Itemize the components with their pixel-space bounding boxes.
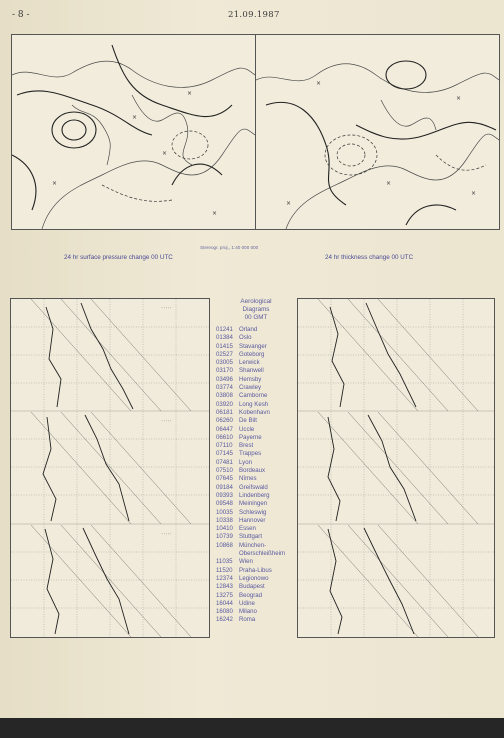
station-name: Wien (239, 558, 253, 566)
station-code: 16080 (216, 608, 233, 616)
surface-pressure-caption: 24 hr surface pressure change 00 UTC (64, 254, 173, 261)
station-name: Lerwick (239, 359, 260, 367)
projection-note: Stereogr. proj., 1:40 000 000 (200, 245, 259, 250)
station-name: Payerne (239, 433, 262, 441)
station-entry (216, 376, 296, 384)
station-entry (216, 450, 296, 458)
station-name: Oslo (239, 334, 252, 342)
station-name: Stuttgart (239, 533, 263, 541)
aerological-title: Aerological (240, 298, 272, 305)
station-entry (216, 343, 296, 351)
station-name: Brest (239, 442, 254, 450)
station-entry (216, 384, 296, 392)
svg-text:×: × (132, 114, 138, 121)
station-code: 03808 (216, 392, 233, 400)
svg-text:×: × (52, 180, 58, 187)
station-name: Meiningen (239, 500, 268, 508)
station-code: 09548 (216, 500, 233, 508)
station-code: 11520 (216, 566, 233, 574)
svg-text:×: × (187, 90, 193, 97)
station-code: 01384 (216, 334, 233, 342)
station-entry (216, 492, 296, 500)
station-entry (216, 459, 296, 467)
station-entry (216, 608, 296, 616)
aerological-time: 00 GMT (244, 314, 268, 321)
station-name: Lyon (239, 458, 252, 466)
station-entry (216, 616, 296, 624)
station-code: 09184 (216, 483, 233, 491)
station-code: 01415 (216, 342, 233, 350)
station-code: 03170 (216, 367, 233, 375)
svg-text:×: × (456, 95, 462, 102)
station-code: 07145 (216, 450, 233, 458)
station-name: De Bilt (239, 417, 257, 425)
aerological-station-list (216, 298, 296, 625)
station-entry (216, 417, 296, 425)
svg-text:·····: ····· (161, 532, 172, 536)
thickness-change-map (255, 34, 500, 230)
page-date: 21.09.1987 (228, 10, 280, 20)
station-entry (216, 583, 296, 591)
station-code: 03920 (216, 400, 233, 408)
station-name: Crawley (239, 384, 262, 392)
station-code: 10035 (216, 508, 233, 516)
station-code: 03005 (216, 359, 233, 367)
station-name: Hannover (239, 516, 266, 524)
station-entry (216, 426, 296, 434)
station-code: 07510 (216, 467, 233, 475)
station-entries (216, 326, 296, 625)
station-name: Roma (239, 616, 256, 624)
station-entry (216, 401, 296, 409)
station-name: Beograd (239, 591, 263, 599)
station-entry (216, 409, 296, 417)
station-entry (216, 509, 296, 517)
thickness-change-caption: 24 hr thickness change 00 UTC (325, 254, 414, 261)
station-code: 02527 (216, 350, 233, 358)
station-code: 16044 (216, 599, 233, 607)
station-entry (216, 567, 296, 575)
station-code: 06447 (216, 425, 233, 433)
station-entry (216, 542, 296, 550)
station-entry (216, 500, 296, 508)
station-name: Camborne (239, 392, 268, 400)
station-entry (216, 517, 296, 525)
station-name: Schleswig (239, 508, 267, 516)
station-code: 10338 (216, 516, 233, 524)
aerological-diagrams-left-column (10, 298, 210, 638)
station-name: Goteborg (239, 350, 265, 358)
station-code: 10739 (216, 533, 233, 541)
station-code: 12843 (216, 583, 233, 591)
svg-text:·····: ····· (161, 419, 172, 423)
station-code: 01241 (216, 326, 233, 333)
station-name: München- (239, 541, 267, 549)
svg-text:×: × (471, 190, 477, 197)
svg-text:×: × (386, 180, 392, 187)
station-entry (216, 351, 296, 359)
station-code: 10410 (216, 525, 233, 533)
station-code: 06260 (216, 417, 233, 425)
station-name: Hemsby (239, 375, 262, 383)
station-name: Shanwell (239, 367, 264, 375)
station-entry (216, 467, 296, 475)
station-name: Milano (239, 608, 257, 616)
station-entry (216, 334, 296, 342)
station-entry (216, 484, 296, 492)
station-code: 07645 (216, 475, 233, 483)
aerological-diagrams-right-column (297, 298, 495, 638)
scan-bottom-edge (0, 718, 504, 738)
station-name: Bordeaux (239, 467, 266, 475)
station-entry (216, 367, 296, 375)
station-name: Greifswald (239, 483, 268, 491)
station-name: Budapest (239, 583, 265, 591)
station-name: Udine (239, 599, 255, 607)
station-code: 09393 (216, 491, 233, 499)
station-name: Stavanger (239, 342, 267, 350)
station-entry (216, 442, 296, 450)
svg-text:×: × (286, 200, 292, 207)
station-entry (216, 575, 296, 583)
station-name: Lindenberg (239, 491, 270, 499)
station-code: 06181 (216, 408, 233, 416)
station-name: Long Kesh (239, 400, 269, 408)
station-name: Uccle (239, 425, 255, 433)
surface-pressure-change-map (11, 34, 256, 230)
station-entry (216, 475, 296, 483)
station-entry (216, 392, 296, 400)
station-name: Orland (239, 326, 258, 333)
station-entry (216, 326, 296, 334)
station-code: 03496 (216, 375, 233, 383)
station-entry (216, 558, 296, 566)
station-name: Kobenhavn (239, 408, 270, 416)
svg-text:·····: ····· (161, 306, 172, 310)
station-entry (216, 525, 296, 533)
station-name: Legionowo (239, 574, 269, 582)
station-entry (216, 550, 296, 558)
station-entry (216, 359, 296, 367)
station-name: Oberschleißheim (239, 550, 286, 558)
station-code: 03774 (216, 384, 233, 392)
station-code: 07481 (216, 458, 233, 466)
station-name: Nîmes (239, 475, 257, 483)
svg-text:×: × (316, 80, 322, 87)
svg-text:×: × (162, 150, 168, 157)
station-name: Essen (239, 525, 256, 533)
station-code: 10868 (216, 541, 233, 549)
station-code: 16242 (216, 616, 233, 624)
station-code: 06610 (216, 433, 233, 441)
station-code: 07110 (216, 442, 233, 450)
aerological-subtitle: Diagrams (242, 306, 270, 313)
svg-text:×: × (212, 210, 218, 217)
station-code: 12374 (216, 574, 233, 582)
station-code: 11035 (216, 558, 233, 566)
station-entry (216, 434, 296, 442)
page-number: - 8 - (12, 10, 30, 20)
station-entry (216, 592, 296, 600)
station-name: Praha-Libus (239, 566, 272, 574)
station-entry (216, 533, 296, 541)
station-name: Trappes (239, 450, 262, 458)
station-entry (216, 600, 296, 608)
station-code: 13275 (216, 591, 233, 599)
